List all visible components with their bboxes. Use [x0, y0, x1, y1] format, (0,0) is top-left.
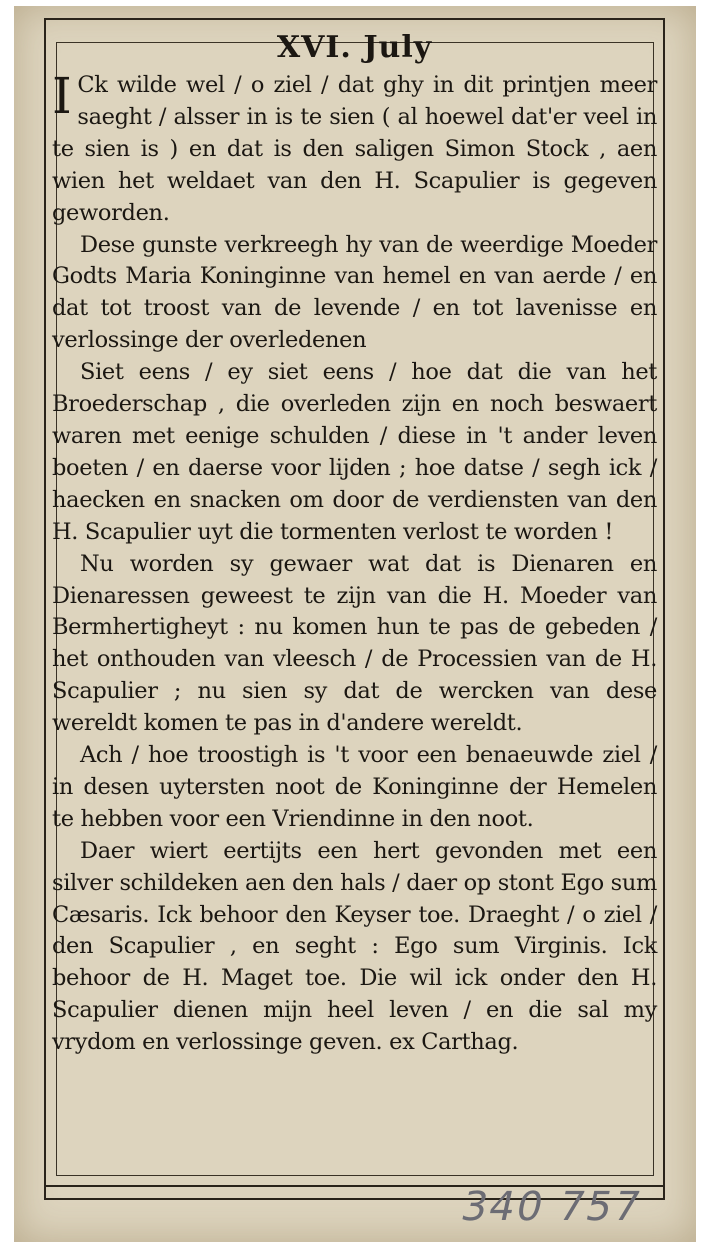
- paragraph-3: Siet eens / ey siet eens / hoe dat die van het Broederschap , die overleden zijn en noch beswaert waren met eenige schulden / diese in 't ander leven boeten / en daerse voor lijden ; hoe datse / segh ick / haecken en snacken om door de verdiensten van den H. Scapulier uyt die tormenten verlost te worden !: [52, 359, 657, 545]
- paragraph-5: Ach / hoe troostigh is 't voor een benaeuwde ziel / in desen uytersten noot de Koninginne der Hemelen te hebben voor een Vriendinne in den noot.: [52, 742, 657, 832]
- page-title: XVI. July: [276, 30, 433, 65]
- handwritten-annotation: 340 757: [457, 1184, 647, 1230]
- paragraph-6: Daer wiert eertijts een hert gevonden met een silver schildeken aen den hals / daer op stont Ego sum Cæsaris. Ick behoor den Keyser toe. Draeght / o ziel / den Scapulier , en seght : Ego sum Virginis. Ick behoor de H. Maget toe. Die wil ick onder den H. Scapulier dienen mijn heel leven / en die sal my vrydom en verlossinge geven. ex Carthag.: [52, 837, 657, 1056]
- text-block: [52, 30, 657, 1180]
- paragraph-4: Nu worden sy gewaer wat dat is Dienaren en Dienaressen geweest te zijn van die H. Moeder van Bermhertigheyt : nu komen hun te pas de gebeden / het onthouden van vleesch / de Processien van de H. Scapulier ; nu sien sy dat de wercken van dese wereldt komen te pas in d'andere wereldt.: [52, 550, 657, 737]
- paragraph-1: ICk wilde wel / o ziel / dat ghy in dit printjen meer saeght / alsser in is te sien ( al hoewel dat'er veel in te sien is ) en dat is den saligen Simon Stock , aen wien het weldaet van den H. Scapulier is gegeven geworden.: [52, 67, 657, 226]
- paragraph-2: Dese gunste verkreegh hy van de weerdige Moeder Godts Maria Koninginne van hemel en van aerde / en dat tot troost van de levende / en tot lavenisse en verlossinge der overledenen: [52, 231, 657, 354]
